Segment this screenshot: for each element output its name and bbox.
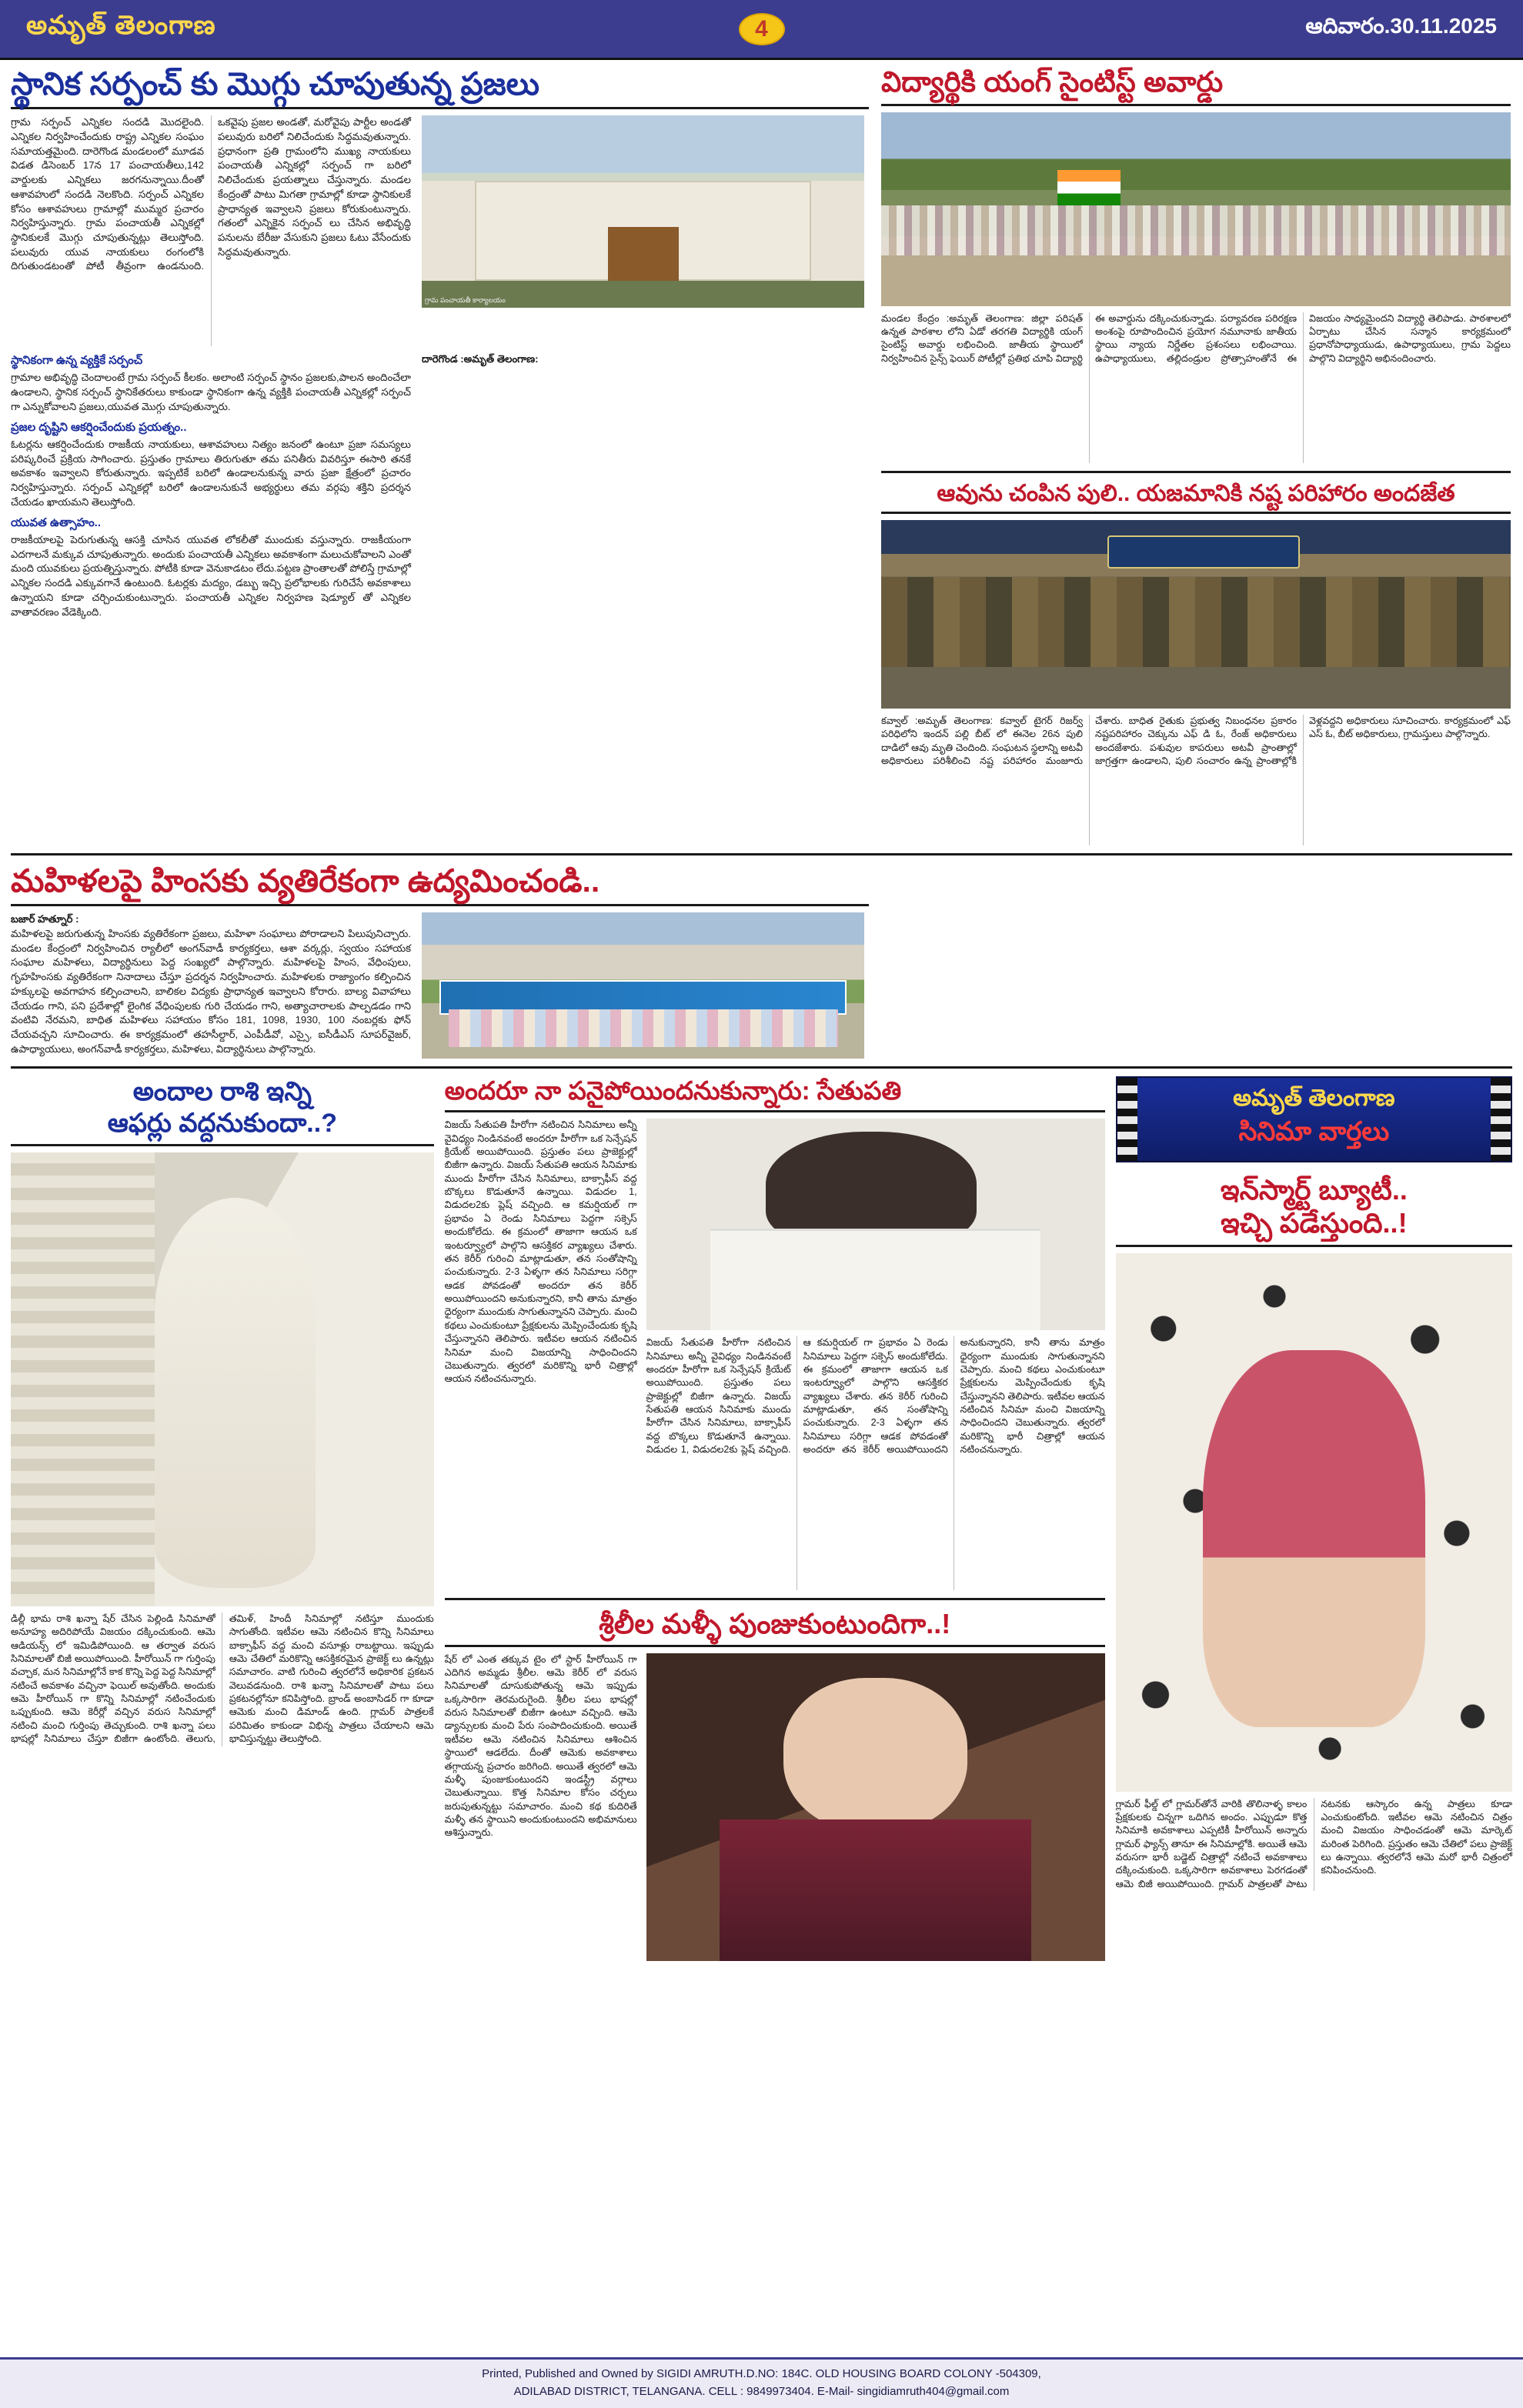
article-body: మండల కేంద్రం :అమృత్ తెలంగాణ: జిల్లా పరిషత్ ఉన్నత పాఠశాల లోని ఏడో తరగతి విద్యార్థికి యంగ్ సైంటిస్ట్ అవార్డు లభించింది. జాతీయ స్థాయిలో నిర్వహించిన సైన్స్ ఫెయిర్ పోటీల్లో ప్రతిభ చూపి విద్యార్థి ఈ అవార్డును దక్కించుకున్నాడు. పర్యావరణ పరిరక్షణ అంశంపై రూపొందించిన ప్రయోగ నమూనాకు జాతీయ స్థాయి న్యాయ నిర్ణేతల ప్రశంసలు లభించాయి. ఉపాధ్యాయులు, తల్లిదండ్రుల ప్రోత్సాహంతోనే ఈ విజయం సాధ్యమైందని విద్యార్థి తెలిపాడు. పాఠశాలలో ఏర్పాటు చేసిన సన్మాన కార్యక్రమంలో ప్రధానోపాధ్యాయుడు, ఉపాధ్యాయులు, గ్రామ పెద్దలు పాల్గొని విద్యార్థిని అభినందించారు. bbox=[881, 312, 1511, 364]
page-number-badge: 4 bbox=[739, 13, 785, 45]
article-body: మహిళలపై జరుగుతున్న హింసకు వ్యతిరేకంగా ప్రజలు, మహిళా సంఘాలు పోరాడాలని పిలుపునిచ్చారు. మండల కేంద్రంలో నిర్వహించిన ర్యాలీలో అంగన్‌వాడీ కార్యకర్తలు, ఆశా వర్కర్లు, స్వయం సహాయక సంఘాల మహిళలు, విద్యార్థినులు పెద్ద సంఖ్యలో పాల్గొన్నారు. మహిళలపై హింస, వేధింపులు, గృహహింసకు వ్యతిరేకంగా నినాదాలు చేస్తూ ప్రదర్శన నిర్వహించారు. మహిళలకు రాజ్యాంగం కల్పించిన హక్కులపై అవగాహన కల్పించాలని, బాలికల విద్యకు ప్రాధాన్యత ఇవ్వాలని కోరారు. బాల్య వివాహాలు చేయడం గాని, పని ప్రదేశాల్లో లైంగిక వేధింపులకు గురి చేయడం గాని, అత్యాచారాలకు పాల్పడడం గాని వంటివి నేరమని, బాధిత మహిళలు సహాయం కోసం 181, 1098, 1930, 100 నంబర్లకు ఫోన్ చేయవచ్చని సూచించారు. ఈ కార్యక్రమంలో తహసీల్దార్, ఎంపీడీవో, ఎస్సై, ఐసీడీఎస్ సూపర్‌వైజర్, ఉపాధ్యాయులు, అంగన్‌వాడీ కార్యకర్తలు, మహిళలు, విద్యార్థినులు పాల్గొన్నారు. bbox=[11, 927, 411, 1055]
headline-divider bbox=[11, 107, 869, 109]
subheading-youth: యువత ఉత్సాహం.. bbox=[11, 515, 102, 529]
subsection-body-1: గ్రామాల అభివృద్ధి చెందాలంటే గ్రామ సర్పంచ్ కీలకం. అలాంటి సర్పంచ్ స్థానం ప్రజలకు,పాలన అందించేలా ఉండాలని, స్థానిక సర్పంచ్ స్థానికేతరులు కాకుండా స్థానికంగా ఉన్న వ్యక్తికి పంచాయతీ ఎన్నికల్లో సర్పంచ్ గా ఎన్నుకోవాలని ప్రజలు,యువత మొగ్గు చూపుతున్నారు. bbox=[11, 372, 411, 412]
headline-divider bbox=[11, 904, 869, 906]
headline-divider bbox=[1116, 1245, 1512, 1247]
headline-divider bbox=[881, 512, 1511, 514]
article-body-left: షేర్ లో ఎంత తక్కువ టైం లో స్టార్ హీరోయిన్ గా ఎదిగిన అమ్మడు శ్రీలీల. ఆమె కెరీర్ లో వరుస సినిమాలతో దూసుకుపోతున్న ఆమె ఇప్పుడు ఒక్కసారిగా తెరమరుగైంది. శ్రీలీల పలు భాషల్లో వరుస సినిమాలతో బిజీగా ఉంటూ వచ్చింది. ఆమె డ్యాన్సులకు మంచి పేరు సంపాదించుకుంది. అయితే ఇటీవల ఆమె నటించిన సినిమాలు ఆశించిన స్థాయిలో ఆడలేదు. దీంతో ఆమెకు అవకాశాలు తగ్గాయన్న ప్రచారం జరిగింది. అయితే త్వరలో ఆమె మళ్ళీ పుంజుకుంటుందని ఇండస్ట్రీ వర్గాలు చెబుతున్నాయి. కొత్త సినిమాల కోసం చర్చలు జరుపుతున్నట్టు సమాచారం. మంచి కథ కుదిరితే మళ్ళీ తన స్థాయిని అందుకుంటుందని అభిమానులు ఆశిస్తున్నారు. bbox=[444, 1653, 637, 1839]
subheading-local-sarpanch: స్థానికంగా ఉన్న వ్యక్తికే సర్పంచ్ bbox=[11, 354, 143, 368]
article-headline-line1: ఇన్‌స్మార్ట్ బ్యూటీ.. bbox=[1220, 1174, 1408, 1206]
article-body-left: విజయ్ సేతుపతి హీరోగా నటించిన సినిమాలు అన్నీ వైవిధ్యం నిండినవంటే అందరూ హీరోగా ఒక సెన్సేషన్ క్రియేట్ అయిపోయింది. ప్రస్తుతం పలు ప్రాజెక్టుల్లో బిజీగా ఉన్నారు. విజయ్ సేతుపతి ఆయన సినిమాకు ముందు హీరోగా చేసిన సినిమాలు, బాక్సాఫీస్ వద్ద బొక్కలు కొడుతూనే ఉన్నాయి. విడుదల 1, విడుదల2కు ప్లెష్‌ వచ్చింది. ఆ కమర్షియల్ గా ప్రభావం ఏ రెండు సినిమాలు పెద్దగా సక్సెస్ అందుకోలేదు. ఈ క్రమంలో తాజాగా ఆయన ఒక ఇంటర్వ్యూలో పాల్గొని ఆసక్తికర వ్యాఖ్యలు చేశారు. తన కెరీర్ గురించి మాట్లాడుతూ, తన సంతోషాన్ని పంచుకున్నారు. 2-3 ఏళ్ళగా తన సినిమాలు సరిగ్గా ఆడక పోవడంతో అందరూ తన కెరీర్ అయిపోయిందని అనుకున్నారని, కానీ తాను మాత్రం ధైర్యంగా ముందుకు సాగుతున్నానని చెప్పారు. మంచి కథలు ఎంచుకుంటూ ప్రేక్షకులను మెప్పించేందుకు కృషి చేస్తున్నానని తెలిపారు. ఇటీవల ఆయన నటించిన సినిమా మంచి విజయాన్ని సాధించిందని చెబుతున్నారు. త్వరలో మరికొన్ని భారీ చిత్రాల్లో ఆయన నటించనున్నారు. bbox=[444, 1119, 637, 1385]
footer-line-1: Printed, Published and Owned by SIGIDI AMRUTH.D.NO: 184C. OLD HOUSING BOARD COLONY -504309, bbox=[482, 2367, 1041, 2380]
article-tiger-compensation bbox=[881, 481, 1511, 846]
article-dateline: దారెగొండ :అమృత్ తెలంగాణ: bbox=[422, 353, 539, 365]
headline-divider bbox=[445, 1645, 1105, 1647]
photo-caption: గ్రామ పంచాయతీ కార్యాలయం bbox=[425, 296, 506, 305]
masthead-title: అమృత్ తెలంగాణ bbox=[26, 11, 216, 40]
photo-rally bbox=[881, 112, 1511, 306]
subsection-body-3: రాజకీయాలపై పెరుగుతున్న ఆసక్తి చూసిన యువత లోకలీతో ముందుకు వస్తున్నారు. రాజకీయంగా ఎదగాలనే మక్కువ చూపుతున్నారు. అందుకు పంచాయతీ ఎన్నికలు అవకాశంగా మలుచుకోవాలని ఎంతో మంది యువకులు ప్రయత్నిస్తున్నారు. పోటీకి కూడా వెనుకాడటం లేదు.పట్టణ ప్రాంతాలతో పోలిస్తే గ్రామాల్లో ఎన్నికల సందడి ఎక్కువగానే ఉంటుంది. ఓటర్లకు మద్యం, డబ్బు ఇచ్చి ప్రలోభాలకు గురిచేసే అవకాశాలు ఉన్నాయని కూడా చర్చించుకుంటున్నారు. పంచాయతీ ఎన్నికల నిర్వహణ షెడ్యూల్ తో ఎన్నికల వాతావరణం వేడెక్కింది. bbox=[11, 533, 411, 618]
page-footer bbox=[0, 2357, 1523, 2408]
headline-divider bbox=[11, 1144, 434, 1146]
masthead-date: ఆదివారం.30.11.2025 bbox=[1305, 14, 1497, 38]
article-women-violence bbox=[11, 863, 1512, 1059]
article-body-continued: విజయ్ సేతుపతి హీరోగా నటించిన సినిమాలు అన్నీ వైవిధ్యం నిండినవంటే అందరూ హీరోగా ఒక సెన్సేషన్ క్రియేట్ అయిపోయింది. ప్రస్తుతం పలు ప్రాజెక్టుల్లో బిజీగా ఉన్నారు. విజయ్ సేతుపతి ఆయన సినిమాకు ముందు హీరోగా చేసిన సినిమాలు, బాక్సాఫీస్ వద్ద బొక్కలు కొడుతూనే ఉన్నాయి. విడుదల 1, విడుదల2కు ప్లెష్‌ వచ్చింది. ఆ కమర్షియల్ గా ప్రభావం ఏ రెండు సినిమాలు పెద్దగా సక్సెస్ అందుకోలేదు. ఈ క్రమంలో తాజాగా ఆయన ఒక ఇంటర్వ్యూలో పాల్గొని ఆసక్తికర వ్యాఖ్యలు చేశారు. తన కెరీర్ గురించి మాట్లాడుతూ, తన సంతోషాన్ని పంచుకున్నారు. 2-3 ఏళ్ళగా తన సినిమాలు సరిగ్గా ఆడక పోవడంతో అందరూ తన కెరీర్ అయిపోయిందని అనుకున్నారని, కానీ తాను మాత్రం ధైర్యంగా ముందుకు సాగుతున్నానని చెప్పారు. మంచి కథలు ఎంచుకుంటూ ప్రేక్షకులను మెప్పించేందుకు కృషి చేస్తున్నానని తెలిపారు. ఇటీవల ఆయన నటించిన సినిమా మంచి విజయాన్ని సాధించిందని చెబుతున్నారు. త్వరలో మరికొన్ని భారీ చిత్రాల్లో ఆయన నటించనున్నారు. bbox=[646, 1337, 1105, 1456]
article-sreeleela bbox=[445, 1608, 1105, 1960]
article-body: డిల్లీ భామ రాశి ఖన్నా షేర్ చేసిన పెల్లిండి సినిమాతో అనూహ్య అదిరిపోయే విజయం దక్కించుకుంది. ఆమె ఆడియన్స్ లో ఇమిడిపోయింది. ఆ తర్వాత వరుస సినిమాలతో బిజీ అయిపోయింది. హీరోయిన్ గా గుర్తింపు వచ్చాక, మన సినిమాల్లోనే కాక కొన్ని పెద్ద పెద్ద సినిమాల్లో నటించే అవకాశం వచ్చినా ఫెయిల్ అవుతోంది. అందుకు ఆమె హీరోయిన్ గా కొన్ని సినిమాల్లో నటించేందుకు ఒప్పుకుంది. ఆమె కెరీర్లో వచ్చిన వరుస సినిమాల్లో నటించి మంచి గుర్తింపు తెచ్చుకుంది. రాశి ఖన్నా పలు భాషల్లో సినిమాలు చేస్తూ బిజీగా ఉంటోంది. తెలుగు, తమిళ్, హిందీ సినిమాల్లో నటిస్తూ ముందుకు సాగుతోంది. ఇటీవల ఆమె నటించిన కొన్ని సినిమాలు బాక్సాఫీస్ వద్ద మంచి వసూళ్లు రాబట్టాయి. ఇప్పుడు ఆమె చేతిలో మరికొన్ని ఆసక్తికరమైన ప్రాజెక్ట్ లు ఉన్నట్లు సమాచారం. వాటి గురించి త్వరలోనే అధికారిక ప్రకటన వెలువడనుంది. రాశి ఖన్నా సినిమాలతో పాటు పలు ప్రకటనల్లోనూ కనిపిస్తోంది. బ్రాండ్ అంబాసిడర్ గా కూడా ఆమెకు మంచి డిమాండ్ ఉంది. గ్లామర్ పాత్రలకే పరిమితం కాకుండా విభిన్న పాత్రలు చేయాలని ఆమె భావిస్తున్నట్టు తెలుస్తోంది. bbox=[11, 1613, 434, 1745]
subsection-body-2: ఓటర్లను ఆకర్షించేందుకు రాజకీయ నాయకులు, ఆశావహులు నిత్యం జనంలో ఉంటూ ప్రజా సమస్యలు పరిష్కరించే ప్రక్రియ సాగించారు. ప్రస్తుతం గ్రామాలు తిరుగుతూ తమ పనితీరు వివరిస్తూ ఈసారి తనకే అవకాశం ఇవ్వాలని కోరుతున్నారు. ఇప్పటికే బరిలో ఉండాలనుకున్న వారు ప్రజా క్షేత్రంలో ప్రచారం నిర్వహిస్తున్నారు. సర్పంచ్ ఎన్నికల్లో బరిలో ఉండాలనుకునే అభ్యర్థులు తమ వర్గపు శక్తిని ప్రదర్శన చేయడం ఖాయమని తెలుస్తోంది. bbox=[11, 438, 411, 508]
cinema-column bbox=[1116, 1076, 1512, 1960]
right-top-column bbox=[881, 66, 1511, 845]
photo-actress-raashi bbox=[11, 1152, 434, 1606]
article-body: గ్లామర్ ఫీల్డ్ లో గ్లామర్‌తోనే వారికి తొలినాళ్ళ కాలం ప్రేక్షకులకు చిన్నగా ఒదిగిన అందం. ఎప్పుడూ కొత్త సినిమాకి అవకాశాలు ఎప్పటికీ హీరోయిన్ అన్నారు గ్లామర్ ఫ్యాన్స్ తానూ ఈ సినిమాల్లోకి. అయితే ఆమె వరుసగా భారీ బడ్జెట్ చిత్రాల్లో నటించే అవకాశాలు దక్కించుకుంది. ఒక్కసారిగా అవకాశాలు పెరగడంతో ఆమె బిజీ అయిపోయింది. గ్లామర్ పాత్రలతో పాటు నటనకు ఆస్కారం ఉన్న పాత్రలు కూడా ఎంచుకుంటోంది. ఇటీవల ఆమె నటించిన చిత్రం మంచి విజయం సాధించడంతో ఆమె మార్కెట్ మరింత పెరిగింది. ప్రస్తుతం ఆమె చేతిలో పలు ప్రాజెక్ట్ లు ఉన్నాయి. త్వరలోనే ఆమె మరో భారీ చిత్రంలో కనిపించనుంది. bbox=[1115, 1798, 1512, 1889]
headline-divider bbox=[445, 1110, 1105, 1112]
section-divider bbox=[881, 471, 1511, 473]
section-divider bbox=[445, 1598, 1105, 1600]
article-headline: ఆవును చంపిన పులి.. యజమానికి నష్ట పరిహారం అందజేత bbox=[937, 480, 1455, 506]
subheading-attract-voters: ప్రజల దృష్టిని ఆకర్షించేందుకు ప్రయత్నం.. bbox=[11, 420, 187, 434]
article-dateline: బజార్ హత్నూర్ : bbox=[11, 913, 79, 926]
section-divider bbox=[11, 853, 1512, 855]
film-strip-icon bbox=[1117, 1078, 1137, 1161]
article-headline: అందరూ నా పనైపోయిందనుకున్నారు: సేతుపతి bbox=[444, 1076, 902, 1106]
photo-women-rally bbox=[422, 912, 864, 1059]
article-headline: శ్రీలీల మళ్ళీ పుంజుకుంటుందిగా..! bbox=[599, 1608, 951, 1640]
photo-forest-officers bbox=[881, 520, 1511, 709]
bottom-section bbox=[11, 1076, 1512, 1960]
banner-title: అమృత్ తెలంగాణ bbox=[1233, 1086, 1395, 1112]
article-young-scientist bbox=[881, 66, 1511, 463]
headline-divider bbox=[881, 104, 1511, 106]
article-headline: విద్యార్థికి యంగ్ సైంటిస్ట్ అవార్డు bbox=[881, 66, 1224, 98]
footer-line-2: ADILABAD DISTRICT, TELANGANA. CELL : 9849973404. E-Mail- singidiamruth404@gmail.com bbox=[513, 2384, 1010, 2398]
article-headline-line2: ఇచ్చి పడేస్తుంది..! bbox=[1221, 1207, 1408, 1239]
cinema-news-banner bbox=[1116, 1076, 1512, 1162]
article-headline-line2: ఆఫర్లు వద్దనుకుందా..? bbox=[107, 1108, 337, 1138]
photo-panchayat-office bbox=[422, 115, 864, 308]
photo-actor-sethupathi bbox=[646, 1119, 1105, 1330]
page-content bbox=[0, 60, 1523, 1961]
article-body: కవ్వాల్ :అమృత్ తెలంగాణ: కవ్వాల్ టైగర్ రిజర్వ్ పరిధిలోని ఇందన్ పల్లి బీట్ లో ఈనెల 26న పులి దాడిలో ఆవు మృతి చెందింది. సంఘటన స్థలాన్ని అటవీ అధికారులు పరిశీలించి నష్ట పరిహారం మంజూరు చేశారు. బాధిత రైతుకు ప్రభుత్వ నిబంధనల ప్రకారం నష్టపరిహారం చెక్కును ఎఫ్ డి ఓ, రేంజ్ అధికారులు అందజేశారు. పశువుల కాపరులు అటవీ ప్రాంతాల్లో జాగ్రత్తగా ఉండాలని, పులి సంచారం ఉన్న ప్రాంతాల్లోకి వెళ్లవద్దని అధికారులు సూచించారు. కార్యక్రమంలో ఎఫ్ ఎస్ ఓ, బీట్ అధికారులు, గ్రామస్తులు పాల్గొన్నారు. bbox=[881, 715, 1511, 767]
article-headline: స్థానిక సర్పంచ్ కు మొగ్గు చూపుతున్న ప్రజలు bbox=[11, 66, 539, 102]
middle-bottom-column bbox=[445, 1076, 1105, 1960]
article-headline: మహిళలపై హింసకు వ్యతిరేకంగా ఉద్యమించండి.. bbox=[11, 863, 600, 899]
article-body: గ్రామ సర్పంచ్ ఎన్నికల సందడి మొదలైంది. ఎన్నికల నిర్వహించేందుకు రాష్ట్ర ఎన్నికల సంఘం సమాయత్తమైంది. దారెగొండ మండలంలో మూడవ విడత డిసెంబర్ 17న 17 పంచాయతీలు,142 వార్డులకు ఎన్నికలు జరగనున్నాయి.దీంతో ఆశావహులో సందడి నెలకొంది. సర్పంచ్ ఎన్నికల కోసం ఆశావహులు గ్రామాల్లో ముమ్మర ప్రచారం నిర్వహిస్తున్నారు. గ్రామ పంచాయతీ ఎన్నికల్లో స్థానికులకే మొగ్గు చూపుతున్నట్లు తెలుస్తోంది. పలువురు యువ నాయకులు రంగంలోకి దిగుతుండటంతో పోటీ తీవ్రంగా ఉండనుంది. ఒకవైపు ప్రజల అండతో, మరోవైపు పార్టీల అండతో పలువురు బరిలో నిలిచేందుకు సిద్ధమవుతున్నారు. ప్రధానంగా ప్రతి గ్రామంలోని ముఖ్య నాయకులు పంచాయతీ ఎన్నికల్లో సర్పంచ్ గా బరిలో నిలిచేందుకు ప్రయత్నాలు చేస్తున్నారు. మండల కేంద్రంతో పాటు మిగతా గ్రామాల్లో కూడా స్థానికులకే ప్రాధాన్యత ఇవ్వాలని ప్రజలు కోరుకుంటున్నారు. గతంలో ఎన్నికైన సర్పంచ్ లు చేసిన అభివృద్ధి పనులను బేరీజు వేసుకుని ప్రజలు ఓటు వేసేందుకు సిద్ధమవుతున్నారు. bbox=[11, 116, 411, 272]
article-local-sarpanch bbox=[11, 66, 869, 845]
article-sethupathi bbox=[445, 1076, 1105, 1590]
article-headline-line1: అందాల రాశి ఇన్ని bbox=[132, 1077, 312, 1107]
top-section bbox=[11, 66, 1512, 845]
film-strip-icon bbox=[1491, 1078, 1511, 1161]
article-raashi bbox=[11, 1076, 434, 1960]
photo-actress-sreeleela bbox=[646, 1653, 1105, 1961]
photo-actress-cinema bbox=[1116, 1253, 1512, 1792]
masthead bbox=[0, 0, 1523, 60]
section-divider bbox=[11, 1066, 1512, 1069]
banner-subtitle: సినిమా వార్తలు bbox=[1238, 1117, 1390, 1147]
